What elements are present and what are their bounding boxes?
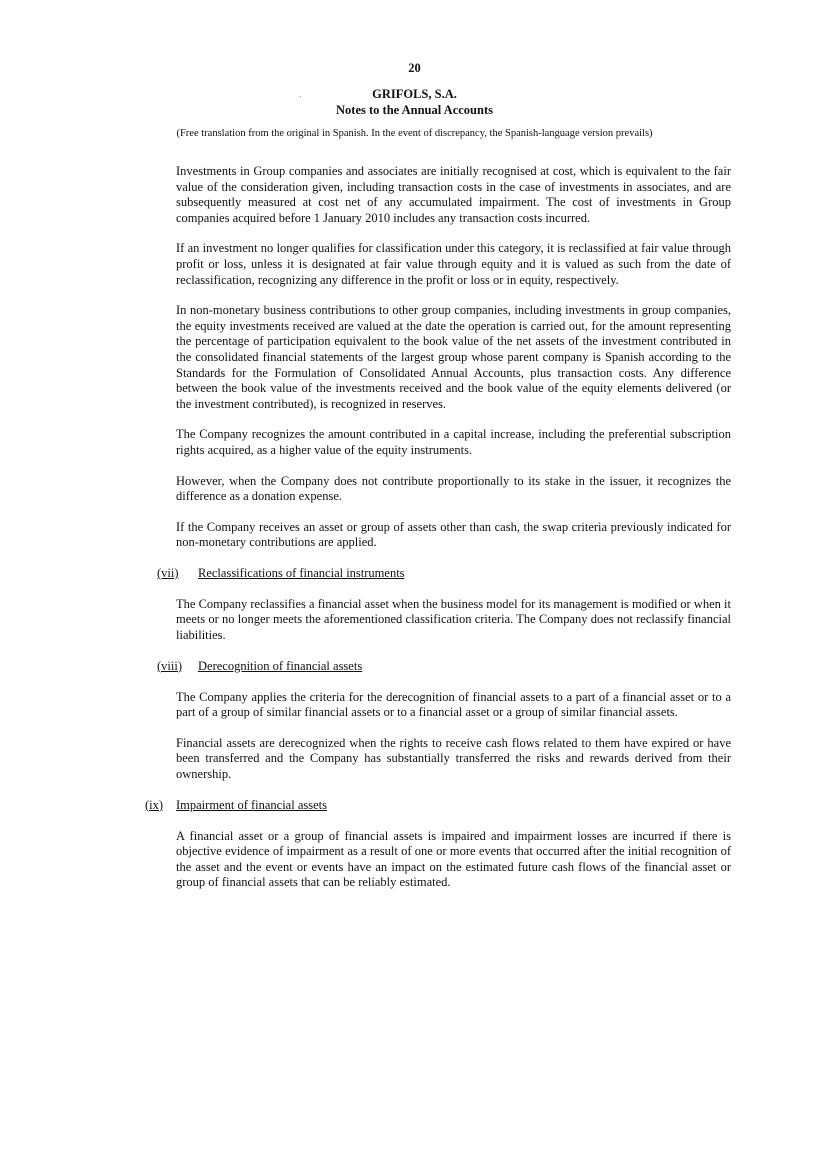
paragraph: If an investment no longer qualifies for classification under this category, it is reclassified at fair value through profit or loss, unless it is designated at fair value through equity and it is valued as such from the date of reclassification, recognizing any difference in the profit or loss or in equity, respectively. [176,241,731,287]
section-heading-viii [157,658,731,675]
section-title: Reclassifications of financial instruments [198,565,405,580]
paragraph: If the Company receives an asset or group of assets other than cash, the swap criteria previously indicated for non-monetary contributions are applied. [176,519,731,550]
paragraph: In non-monetary business contributions to other group companies, including investments in group companies, the equity investments received are valued at the date the operation is carried out, for the amount representing the percentage of participation equivalent to the book value of the net assets of the investment contributed in the consolidated financial statements of the largest group whose parent company is Spanish according to the Standards for the Formulation of Consolidated Annual Accounts, plus transaction costs. Any difference between the book value of the investments received and the book value of the equity elements delivered (or the investment contributed), is recognized in reserves. [176,303,731,411]
paragraph: However, when the Company does not contribute proportionally to its stake in the issuer, it recognizes the difference as a donation expense. [176,473,731,504]
section-number: (vii) [157,565,179,580]
paragraph: The Company recognizes the amount contributed in a capital increase, including the preferential subscription rights acquired, as a higher value of the equity instruments. [176,427,731,457]
translation-note: (Free translation from the original in Spanish. In the event of discrepancy, the Spanish-language version prevails) [176,128,653,139]
section-number: (ix) [145,797,164,812]
paragraph: Financial assets are derecognized when the rights to receive cash flows related to them have expired or have been transferred and the Company has substantially transferred the risks and rewards derived from their ownership. [176,735,731,782]
paragraph: The Company reclassifies a financial asset when the business model for its management is modified or when it meets or no longer meets the aforementioned classification criteria. The Company does not reclassify financial liabilities. [176,596,731,643]
paragraph: Investments in Group companies and associates are initially recognised at cost, which is equivalent to the fair value of the consideration given, including transaction costs in the case of investments in associates, and are subsequently measured at cost net of any accumulated impairment. The cost of investments in Group companies acquired before 1 January 2010 includes any transaction costs incurred. [176,164,731,225]
section-title: Derecognition of financial assets [198,658,363,673]
paragraph: A financial asset or a group of financial assets is impaired and impairment losses are incurred if there is objective evidence of impairment as a result of one or more events that occurred after the initial recognition of the asset and the event or events have an impact on the estimated future cash flows of the financial asset or group of financial assets that can be reliably estimated. [176,828,731,890]
document-subtitle: Notes to the Annual Accounts [336,103,493,117]
company-name: GRIFOLS, S.A. [372,87,457,101]
section-number: (viii) [157,658,182,673]
page-number: 20 [408,61,421,75]
section-title: Impairment of financial assets [176,797,327,812]
document-body [145,164,731,906]
paragraph: The Company applies the criteria for the derecognition of financial assets to a part of a financial asset or to a part of a group of similar financial assets or to a financial asset or a group of similar financial assets. [176,689,731,720]
section-heading-vii [157,565,731,582]
section-heading-ix [145,797,731,814]
